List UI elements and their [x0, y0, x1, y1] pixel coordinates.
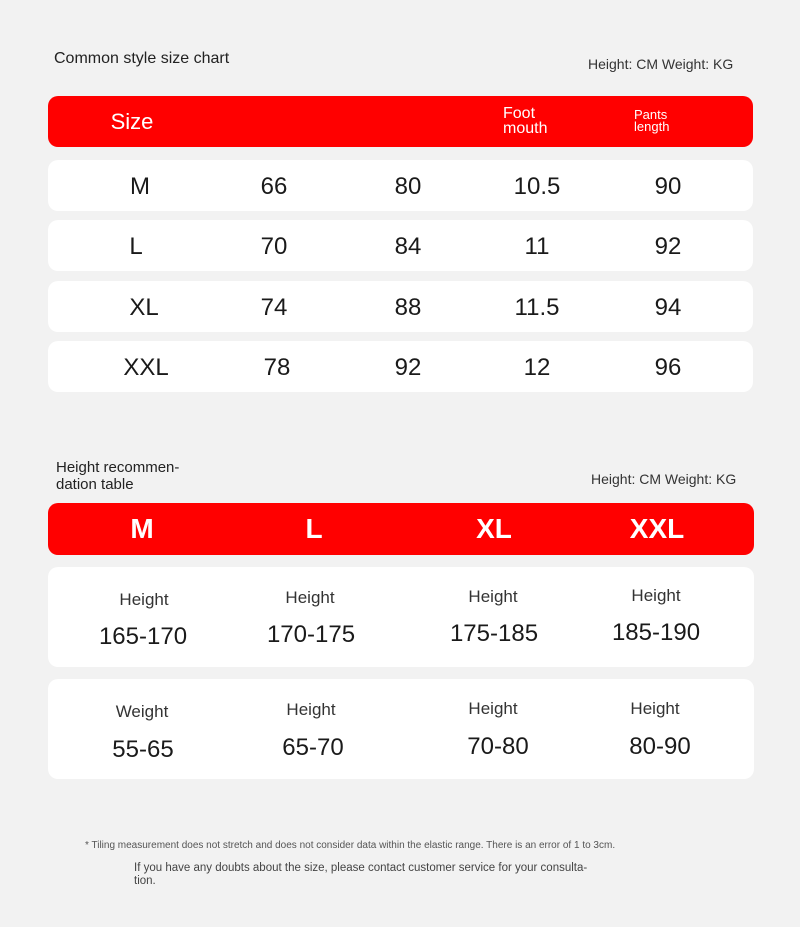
row-col3: 84 — [394, 233, 422, 260]
row-size: XXL — [123, 354, 169, 381]
header-foot-line2: mouth — [503, 120, 548, 137]
row-foot-mouth: 11.5 — [514, 294, 560, 321]
header-foot-mouth — [503, 106, 547, 136]
height-table-title-line1: Height recommen- — [56, 459, 180, 476]
row-size: L — [129, 233, 143, 260]
weight-value: 80-90 — [629, 733, 691, 760]
row-col3: 88 — [394, 294, 422, 321]
weight-value: 55-65 — [112, 736, 174, 763]
row-size: XL — [129, 294, 159, 321]
height-value: 175-185 — [449, 620, 539, 647]
row-foot-mouth: 12 — [523, 354, 551, 381]
height-value: 165-170 — [98, 623, 188, 650]
header-pants-line2: length — [634, 119, 670, 134]
header-size: Size — [110, 109, 154, 134]
height-label: Height — [468, 587, 518, 606]
contact-note-line1: If you have any doubts about the size, please contact customer service for your consulta- — [134, 862, 588, 874]
size-row-xxl — [48, 341, 753, 392]
header-foot-line1: Foot — [503, 105, 536, 122]
size-row-m — [48, 160, 753, 211]
row-col3: 80 — [394, 173, 422, 200]
row-col2: 66 — [260, 173, 288, 200]
header-size-l: L — [305, 513, 323, 544]
height-value: 185-190 — [611, 619, 701, 646]
tiling-note: * Tiling measurement does not stretch and does not consider data within the elastic range. There is an error of 1 to 3cm. — [85, 840, 616, 851]
height-label: Height — [631, 586, 681, 605]
contact-note-line2: tion. — [134, 875, 156, 887]
weight-value: 65-70 — [282, 734, 344, 761]
weight-value: 70-80 — [467, 733, 529, 760]
size-chart-header — [48, 96, 753, 147]
height-table-title — [56, 459, 179, 493]
row-col2: 78 — [263, 354, 291, 381]
height-label: Height — [119, 590, 169, 609]
row-pants-length: 96 — [654, 354, 682, 381]
weight-row — [48, 679, 754, 779]
contact-note — [134, 862, 587, 888]
row-col2: 70 — [260, 233, 288, 260]
header-pants-length — [634, 109, 669, 133]
header-size-xxl: XXL — [629, 513, 685, 544]
header-size-xl: XL — [476, 513, 512, 544]
weight-label: Height — [286, 700, 336, 719]
row-pants-length: 90 — [654, 173, 682, 200]
height-table-title-line2: dation table — [56, 476, 134, 493]
row-pants-length: 94 — [654, 294, 682, 321]
height-label: Height — [285, 588, 335, 607]
height-table-units: Height: CM Weight: KG — [591, 471, 737, 487]
weight-label: Height — [630, 699, 680, 718]
row-col3: 92 — [394, 354, 422, 381]
row-foot-mouth: 10.5 — [513, 173, 561, 200]
row-foot-mouth: 11 — [524, 233, 550, 260]
size-chart-units: Height: CM Weight: KG — [588, 56, 734, 72]
weight-label: Height — [468, 699, 518, 718]
height-table-header — [48, 503, 754, 555]
height-row — [48, 567, 754, 667]
row-size: M — [130, 173, 150, 200]
size-row-l — [48, 220, 753, 271]
header-size-m: M — [130, 513, 154, 544]
row-pants-length: 92 — [654, 233, 682, 260]
weight-label: Weight — [115, 702, 169, 721]
size-chart-title: Common style size chart — [54, 50, 230, 67]
height-value: 170-175 — [266, 621, 356, 648]
header-pants-line1: Pants — [634, 107, 668, 122]
row-col2: 74 — [260, 294, 288, 321]
size-row-xl — [48, 281, 753, 332]
